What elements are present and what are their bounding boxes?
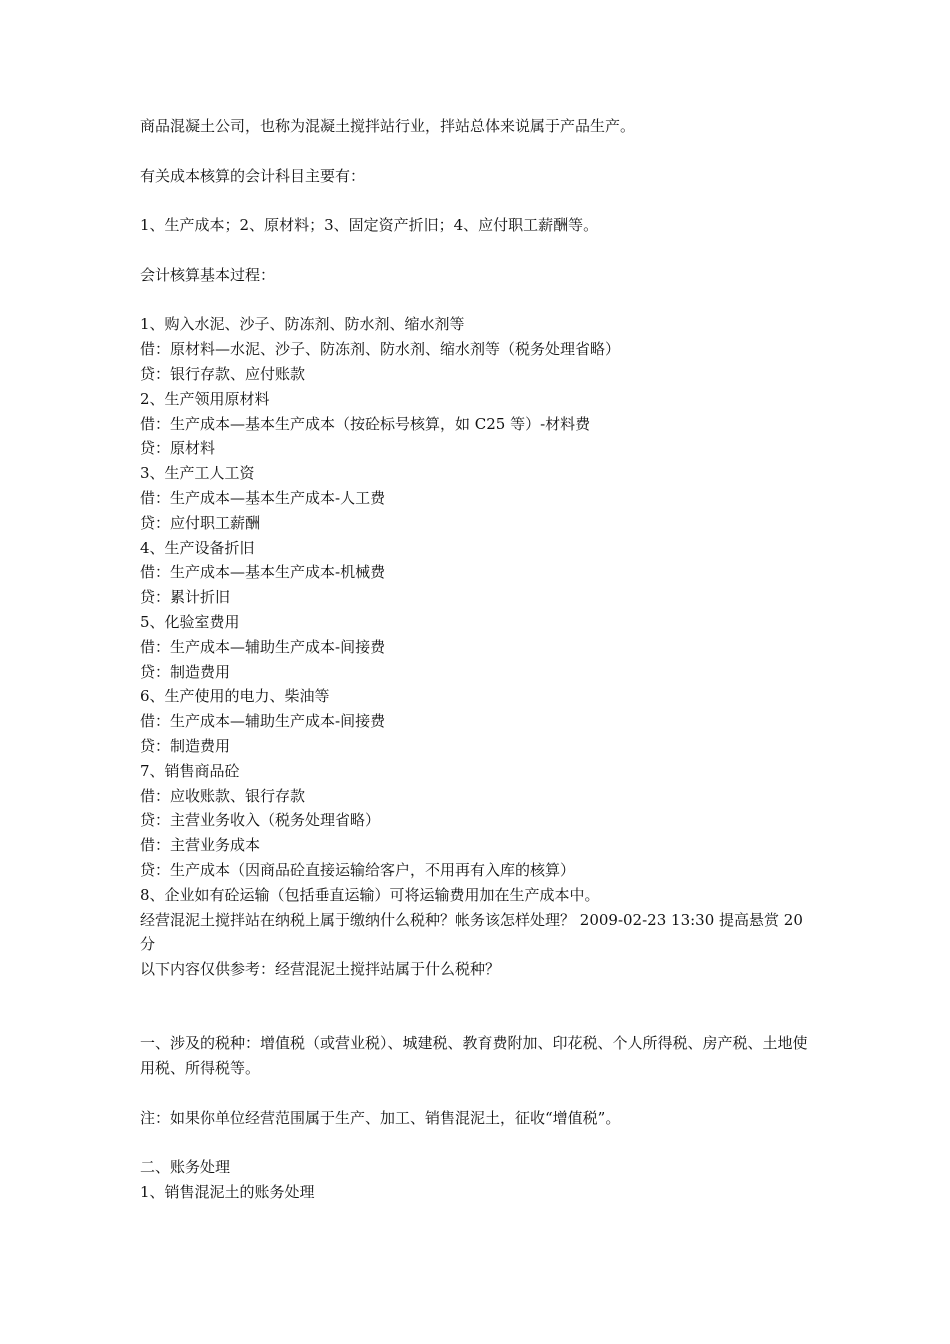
step-line: 贷：主营业务收入（税务处理省略） bbox=[140, 811, 381, 830]
step-line: 借：应收账款、银行存款 bbox=[140, 786, 306, 805]
blank-line bbox=[140, 1081, 820, 1106]
step-line: 借：生产成本—辅助生产成本-间接费 bbox=[140, 712, 386, 731]
step-line: 借：生产成本—基本生产成本-人工费 bbox=[140, 488, 386, 507]
reference-line: 以下内容仅供参考：经营混泥土搅拌站属于什么税种？ bbox=[140, 960, 501, 979]
intro-paragraph: 商品混凝土公司，也称为混凝土搅拌站行业，拌站总体来说属于产品生产。 bbox=[140, 117, 636, 135]
taxes-paragraph: 一、涉及的税种：增值税（或营业税）、城建税、教育费附加、印花税、个人所得税、房产税、土地使用税、所得税等。 bbox=[140, 1034, 808, 1078]
step-line: 5、化验室费用 bbox=[140, 612, 240, 631]
blank-line bbox=[140, 139, 820, 164]
blank-line bbox=[140, 238, 820, 263]
step-line: 7、销售商品砼 bbox=[140, 761, 240, 780]
step-line: 贷：原材料 bbox=[140, 439, 216, 458]
step-line: 贷：制造费用 bbox=[140, 736, 231, 755]
accounting-item: 1、销售混泥土的账务处理 bbox=[140, 1183, 315, 1202]
document-page bbox=[140, 114, 820, 1205]
blank-line bbox=[140, 188, 820, 213]
step-line: 贷：累计折旧 bbox=[140, 588, 231, 607]
step-line: 借：生产成本—基本生产成本-机械费 bbox=[140, 563, 386, 582]
step-line: 贷：生产成本（因商品砼直接运输给客户，不用再有入库的核算） bbox=[140, 860, 576, 879]
process-heading: 会计核算基本过程： bbox=[140, 265, 276, 284]
step-line: 借：原材料—水泥、沙子、防冻剂、防水剂、缩水剂等（税务处理省略） bbox=[140, 340, 621, 359]
step-line: 贷：制造费用 bbox=[140, 662, 231, 681]
subjects-heading: 有关成本核算的会计科目主要有： bbox=[140, 166, 366, 185]
step-line: 贷：应付职工薪酬 bbox=[140, 513, 261, 532]
step-line: 1、购入水泥、沙子、防冻剂、防水剂、缩水剂等 bbox=[140, 315, 465, 334]
blank-lines bbox=[140, 982, 820, 1032]
step-line: 借：主营业务成本 bbox=[140, 836, 261, 855]
blank-line bbox=[140, 288, 820, 313]
step-line: 贷：银行存款、应付账款 bbox=[140, 364, 306, 383]
step-line: 借：生产成本—辅助生产成本-间接费 bbox=[140, 637, 386, 656]
step-line: 3、生产工人工资 bbox=[140, 464, 255, 483]
subjects-list: 1、生产成本；2、原材料；3、固定资产折旧；4、应付职工薪酬等。 bbox=[140, 216, 599, 235]
step-line: 借：生产成本—基本生产成本（按砼标号核算，如 C25 等）-材料费 bbox=[140, 414, 591, 433]
blank-line bbox=[140, 1131, 820, 1156]
step-line: 4、生产设备折旧 bbox=[140, 538, 255, 557]
step-line: 2、生产领用原材料 bbox=[140, 389, 270, 408]
accounting-heading: 二、账务处理 bbox=[140, 1158, 231, 1177]
step-line: 6、生产使用的电力、柴油等 bbox=[140, 687, 330, 706]
step-line: 8、企业如有砼运输（包括垂直运输）可将运输费用加在生产成本中。 bbox=[140, 885, 600, 904]
question-paragraph: 经营混泥土搅拌站在纳税上属于缴纳什么税种？帐务该怎样处理？ 2009-02-23 13:30 提高悬赏 20 分 bbox=[140, 910, 808, 954]
note-paragraph: 注：如果你单位经营范围属于生产、加工、销售混泥土，征收“增值税”。 bbox=[140, 1108, 621, 1127]
